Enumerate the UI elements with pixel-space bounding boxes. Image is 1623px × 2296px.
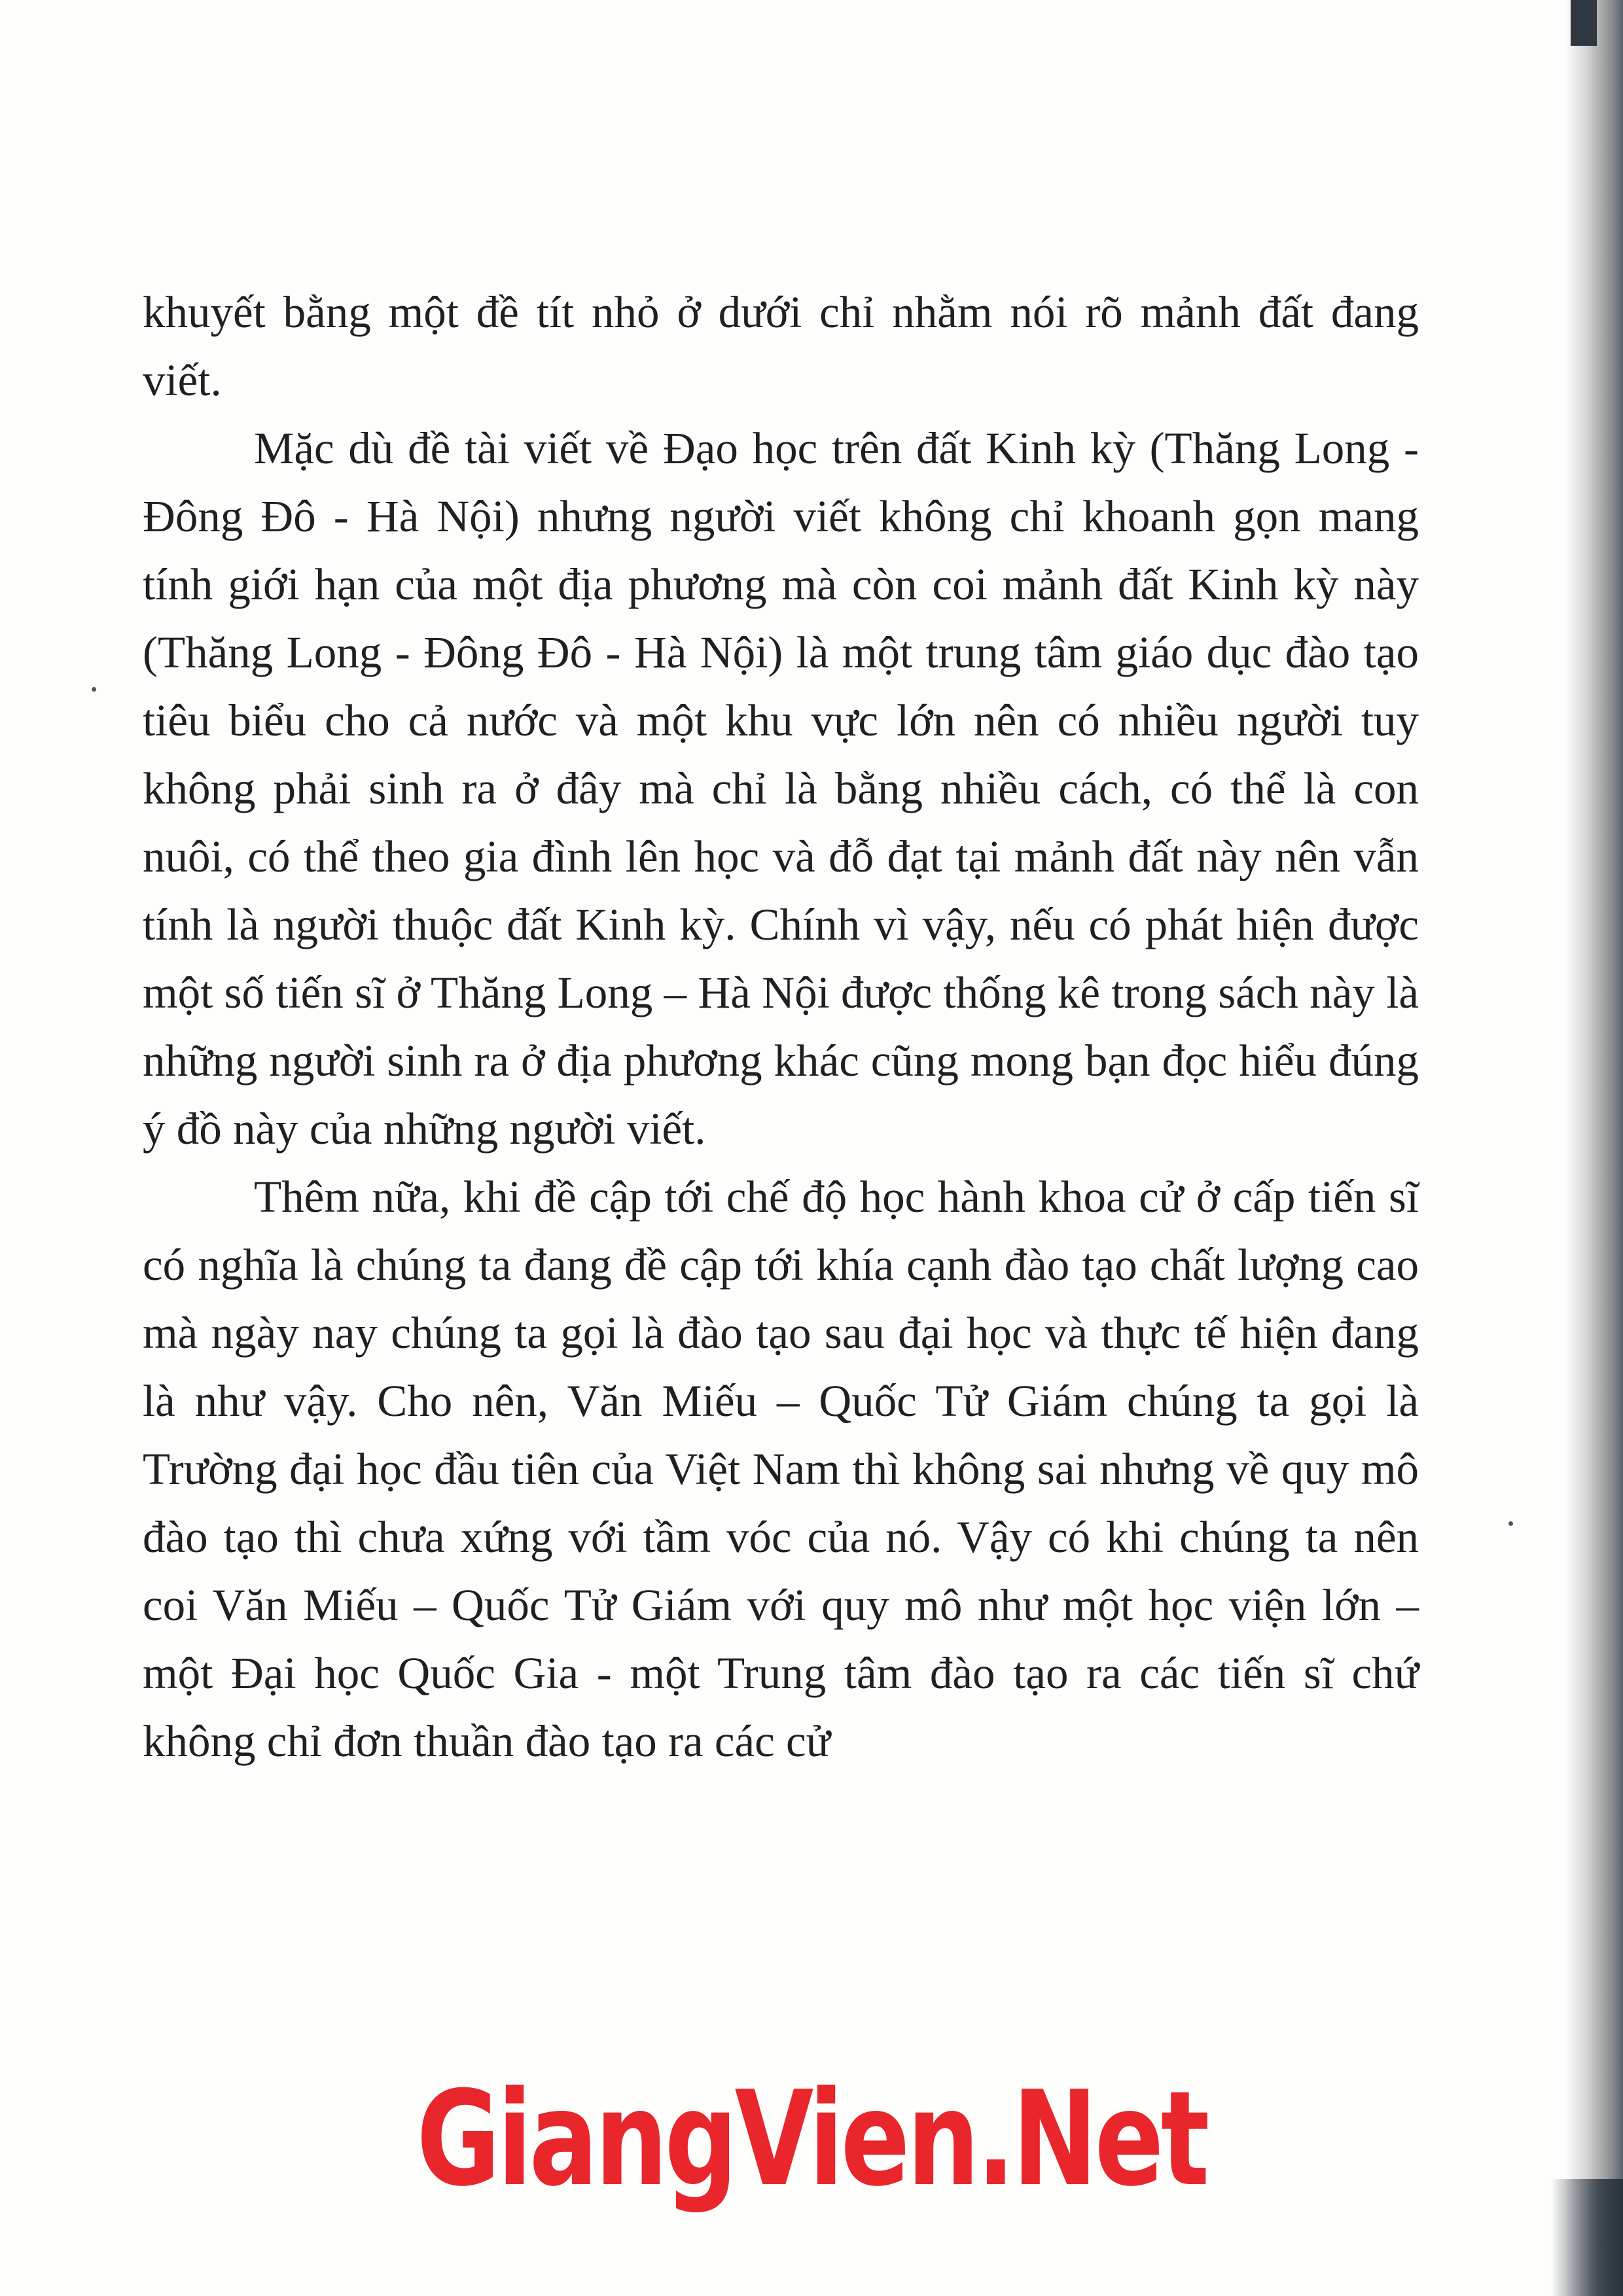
watermark-logo: GiangVien.Net (416, 2063, 1207, 2216)
paragraph: Mặc dù đề tài viết về Đạo học trên đất Kinh kỳ (Thăng Long - Đông Đô - Hà Nội) nhưng người viết không chỉ khoanh gọn mang tính giới hạn của một địa phương mà còn coi mảnh đất Kinh kỳ này (Thăng Long - Đông Đô - Hà Nội) là một trung tâm giáo dục đào tạo tiêu biểu cho cả nước và một khu vực lớn nên có nhiều người tuy không phải sinh ra ở đây mà chỉ là bằng nhiều cách, có thể là con nuôi, có thể theo gia đình lên học và đỗ đạt tại mảnh đất này nên vẫn tính là người thuộc đất Kinh kỳ. Chính vì vậy, nếu có phát hiện được một số tiến sĩ ở Thăng Long – Hà Nội được thống kê trong sách này là những người sinh ra ở địa phương khác cũng mong bạn đọc hiểu đúng ý đồ này của những người viết. (143, 423, 1419, 1154)
book-cover-edge (1571, 0, 1597, 46)
body-text (143, 278, 1419, 1775)
paragraph: Thêm nữa, khi đề cập tới chế độ học hành khoa cử ở cấp tiến sĩ có nghĩa là chúng ta đang đề cập tới khía cạnh đào tạo chất lượng cao mà ngày nay chúng ta gọi là đào tạo sau đại học và thực tế hiện đang là như vậy. Cho nên, Văn Miếu – Quốc Tử Giám chúng ta gọi là Trường đại học đầu tiên của Việt Nam thì không sai nhưng về quy mô đào tạo thì chưa xứng với tầm vóc của nó. Vậy có khi chúng ta nên coi Văn Miếu – Quốc Tử Giám với quy mô như một học viện lớn – một Đại học Quốc Gia - một Trung tâm đào tạo ra các tiến sĩ chứ không chỉ đơn thuần đào tạo ra các cử (143, 1172, 1419, 1766)
scan-speck (92, 687, 96, 692)
paragraph-continuation: khuyết bằng một đề tít nhỏ ở dưới chỉ nhằm nói rõ mảnh đất đang viết. (143, 287, 1419, 405)
scan-speck (1508, 1521, 1513, 1526)
book-cover-corner (1551, 2179, 1623, 2296)
book-spine-shadow (1564, 0, 1623, 2296)
